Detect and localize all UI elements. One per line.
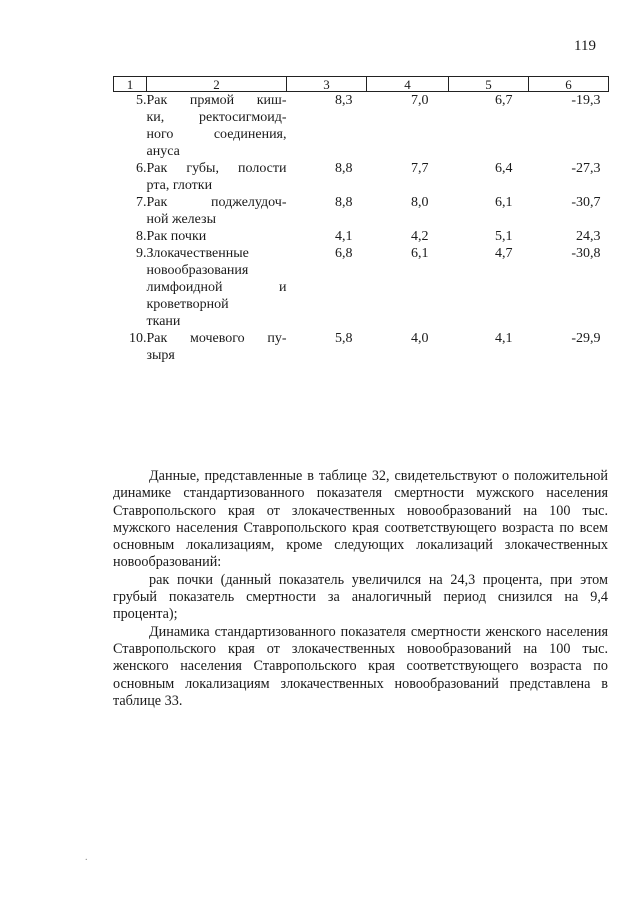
localization-name-line: кроветворной xyxy=(146,297,229,312)
row-index: 7. xyxy=(136,195,147,210)
row-value-col-4: 8,0 xyxy=(411,195,429,210)
body-text xyxy=(113,468,608,710)
table-header xyxy=(114,77,609,92)
localization-name-line: ного соединения, xyxy=(146,127,287,142)
mortality-table xyxy=(113,76,609,364)
row-value-col-5: 6,4 xyxy=(495,161,513,176)
table-row xyxy=(114,194,609,228)
header-col-1: 1 xyxy=(114,77,147,92)
row-index: 5. xyxy=(136,93,147,108)
localization-name-line: рта, глотки xyxy=(146,178,213,193)
row-index: 8. xyxy=(136,229,147,244)
mortality-table-container xyxy=(113,76,608,364)
row-value-col-3: 4,1 xyxy=(335,229,353,244)
row-value-col-4: 7,0 xyxy=(411,93,429,108)
row-value-col-6: -29,9 xyxy=(571,331,601,346)
localization-name-line: зыря xyxy=(146,348,175,363)
row-localization-name xyxy=(147,228,287,245)
row-value-col-6: -30,8 xyxy=(571,246,601,261)
localization-name-line: ной железы xyxy=(146,212,216,227)
row-value-col-3: 8,8 xyxy=(335,195,353,210)
row-value-col-6: -30,7 xyxy=(571,195,601,210)
localization-name-line: ткани xyxy=(146,314,181,329)
table-row xyxy=(114,160,609,194)
header-col-2: 2 xyxy=(147,77,287,92)
table-row xyxy=(114,245,609,330)
row-value-col-4: 4,0 xyxy=(411,331,429,346)
table-row xyxy=(114,92,609,161)
row-value-col-6: -19,3 xyxy=(571,93,601,108)
footer-mark: . xyxy=(85,852,88,863)
localization-name-line: ки, ректосигмоид- xyxy=(146,110,287,125)
row-value-col-4: 7,7 xyxy=(411,161,429,176)
row-value-col-4: 4,2 xyxy=(411,229,429,244)
localization-name-line: новообразования xyxy=(146,263,249,278)
row-value-col-5: 4,1 xyxy=(495,331,513,346)
row-value-col-5: 6,1 xyxy=(495,195,513,210)
table-row xyxy=(114,330,609,364)
localization-name-line: Рак губы, полости xyxy=(146,161,287,176)
row-localization-name xyxy=(147,194,287,228)
row-localization-name xyxy=(147,330,287,364)
header-col-3: 3 xyxy=(287,77,367,92)
row-value-col-3: 6,8 xyxy=(335,246,353,261)
row-value-col-6: 24,3 xyxy=(576,229,601,244)
row-value-col-3: 8,8 xyxy=(335,161,353,176)
row-value-col-3: 8,3 xyxy=(335,93,353,108)
row-value-col-3: 5,8 xyxy=(335,331,353,346)
table-body xyxy=(114,92,609,365)
page-number: 119 xyxy=(574,38,596,54)
localization-name-line: Рак прямой киш- xyxy=(146,93,287,108)
localization-name-line: Рак мочевого пу- xyxy=(146,331,287,346)
row-value-col-4: 6,1 xyxy=(411,246,429,261)
row-localization-name xyxy=(147,92,287,161)
row-value-col-6: -27,3 xyxy=(571,161,601,176)
row-localization-name xyxy=(147,160,287,194)
row-value-col-5: 4,7 xyxy=(495,246,513,261)
row-value-col-5: 6,7 xyxy=(495,93,513,108)
localization-name-line: ануса xyxy=(146,144,180,159)
header-col-5: 5 xyxy=(449,77,529,92)
paragraph-3: Динамика стандартизованного показателя смертности женского населения Ставропольского края от злокачественных новообразований на 100 тыс. женского населения Ставропольского края соответствующего возраста по основным локализациям злокачественных новообразований представлена в таблице 33. xyxy=(113,623,608,709)
header-col-4: 4 xyxy=(367,77,449,92)
header-col-6: 6 xyxy=(529,77,609,92)
localization-name-line: Рак поджелудоч- xyxy=(146,195,287,210)
localization-name-line: лимфоидной и xyxy=(146,280,287,295)
row-localization-name xyxy=(147,245,287,330)
row-value-col-5: 5,1 xyxy=(495,229,513,244)
localization-name-line: Рак почки xyxy=(146,229,207,244)
paragraph-1: Данные, представленные в таблице 32, свидетельствуют о положительной динамике стандартизованного показателя смертности мужского населения Ставропольского края от злокачественных новообразований на 100 тыс. мужского населения Ставропольского края соответствующего возраста по всем основным локализациям, кроме следующих локализаций злокачественных новообразований: xyxy=(113,468,608,571)
paragraph-2: рак почки (данный показатель увеличился на 24,3 процента, при этом грубый показатель смертности за аналогичный период снизился на 9,4 процента); xyxy=(113,571,608,623)
row-index: 10. xyxy=(129,331,147,346)
table-row xyxy=(114,228,609,245)
row-index: 9. xyxy=(136,246,147,261)
row-index: 6. xyxy=(136,161,147,176)
localization-name-line: Злокачественные xyxy=(146,246,249,261)
